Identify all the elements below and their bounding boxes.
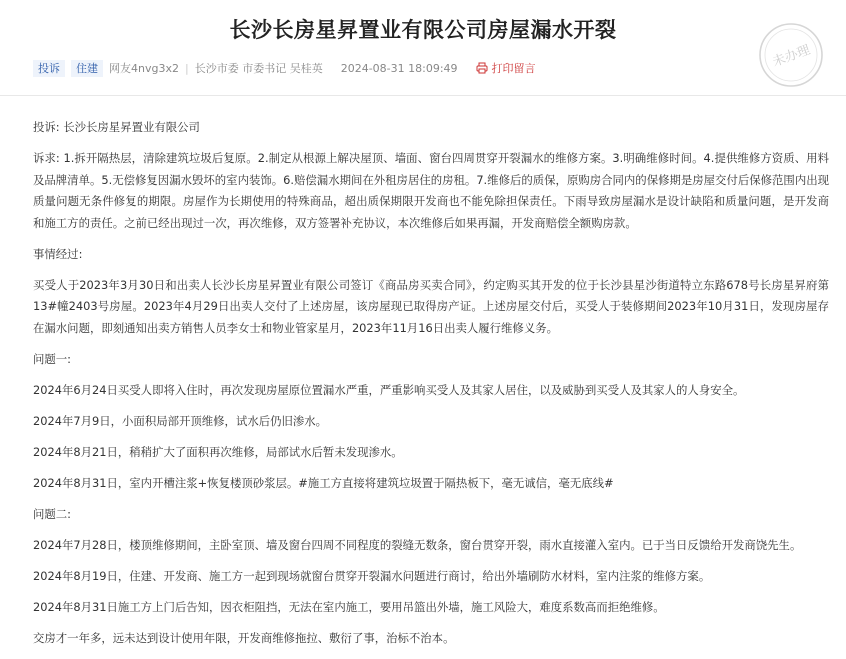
complaint-target: 投诉: 长沙长房星昇置业有限公司 — [33, 120, 200, 134]
paragraph: 2024年7月28日，楼顶维修期间，主卧室顶、墙及窗台四周不同程度的裂缝无数条，窗台贯穿开裂，雨水直接灌入室内。已于当日反馈给开发商饶先生。 — [33, 537, 802, 552]
section-heading: 问题二: — [33, 506, 72, 521]
paragraph: 2024年7月9日，小面积局部开顶维修，试水后仍旧渗水。 — [33, 413, 328, 428]
paragraph: 2024年6月24日买受人即将入住时，再次发现房屋原位置漏水严重，严重影响买受人及其家人居住，以及威胁到买受人及其家人的人身安全。 — [33, 382, 745, 397]
user-name: 网友4nvg3x2 — [109, 62, 179, 75]
message-meta — [33, 59, 536, 77]
paragraph: 买受人于2023年3月30日和出卖人长沙长房星昇置业有限公司签订《商品房买卖合同》，约定购买其开发的位于长沙县星沙街道特立东路678号长房星昇府第13#幢2403号房屋。2023年4月29日出卖人交付了上述房屋，该房屋现已取得房产证。上述房屋交付后，买受人于装修期间2023年10月31日，发现房屋存在漏水问题，即刻通知出卖方销售人员李女士和物业管家星月，2023年11月16日出卖人履行维修义务。 — [33, 277, 829, 335]
paragraph: 2024年8月21日，稍稍扩大了面积再次维修，局部试水后暂未发现渗水。 — [33, 444, 403, 459]
print-label: 打印留言 — [491, 62, 536, 75]
header-divider — [0, 95, 846, 96]
paragraph: 2024年8月31日，室内开槽注浆+恢复楼顶砂浆层。#施工方直接将建筑垃圾置于隔热板下，毫无诚信，毫无底线# — [33, 475, 614, 490]
section-heading: 问题一: — [33, 351, 72, 366]
post-datetime: 2024-08-31 18:09:49 — [340, 61, 458, 75]
stamp-label: 未办理 — [770, 42, 813, 71]
meta-separator: | — [184, 61, 189, 75]
paragraph: 2024年8月31日施工方上门后告知，因衣柜阻挡，无法在室内施工，要用吊篮出外墙，施工风险大，难度系数高而拒绝维修。 — [33, 599, 665, 614]
tag-complaint[interactable]: 投诉 — [33, 60, 65, 77]
section-heading: 事情经过: — [33, 246, 83, 261]
demands: 诉求: 1.拆开隔热层，清除建筑垃圾后复原。2.制定从根源上解决屋顶、墙面、窗台四周贯穿开裂漏水的维修方案。3.明确维修时间。4.提供维修方资质、用料及品牌清单。5.无偿修复因漏水毁坏的室内装饰。6.赔偿漏水期间在外租房居住的房租。7.维修后的质保，原购房合同内的保修期是房屋交付后保修范围内出现质量问题无条件修复的期限。房屋作为长期使用的特殊商品，超出质保期限开发商也不能免除担保责任。下雨导致房屋漏水是设计缺陷和质量问题，是开发商和施工方的责任。之前已经出现过一次，再次维修，双方签署补充协议，本次维修后如果再漏，开发商赔偿全额购房款。 — [33, 151, 829, 230]
tag-housing[interactable]: 住建 — [71, 60, 103, 77]
print-button[interactable] — [476, 60, 536, 76]
printer-icon — [476, 62, 488, 74]
page-title: 长沙长房星昇置业有限公司房屋漏水开裂 — [229, 18, 617, 42]
recipient: 长沙市委 市委书记 吴桂英 — [194, 62, 323, 75]
paragraph: 交房才一年多，远未达到设计使用年限，开发商维修拖拉、敷衍了事，治标不治本。 — [33, 630, 455, 645]
paragraph: 2024年8月19日，住建、开发商、施工方一起到现场就窗台贯穿开裂漏水问题进行商讨，给出外墙刷防水材料，室内注浆的维修方案。 — [33, 568, 711, 583]
message-body — [33, 117, 829, 659]
status-stamp — [758, 22, 824, 88]
